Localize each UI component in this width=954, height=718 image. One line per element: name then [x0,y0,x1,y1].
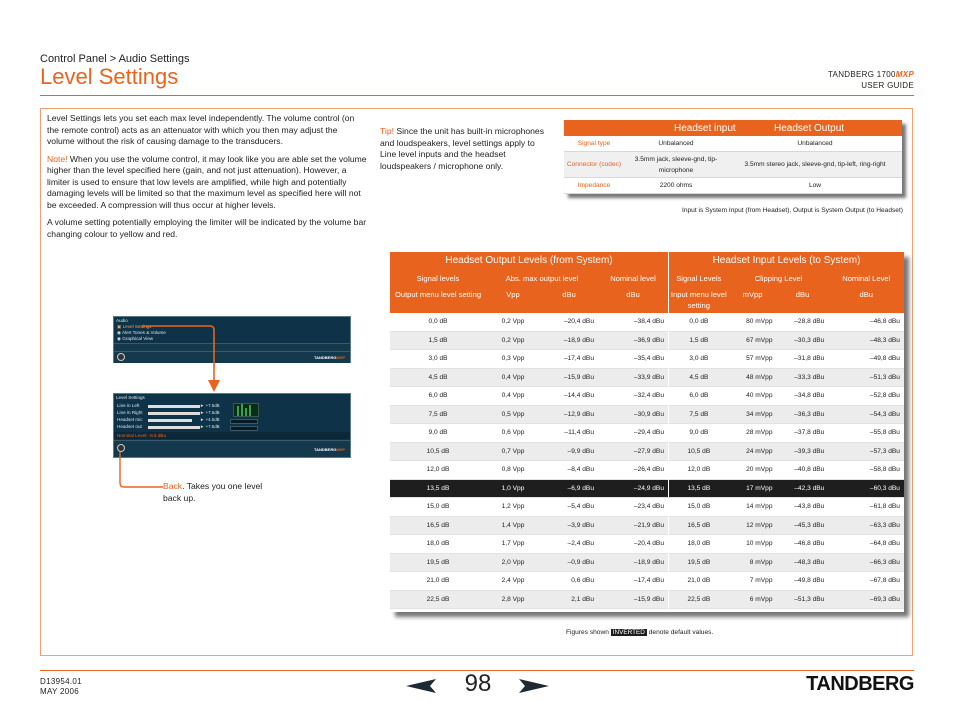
figures-note-after: denote default values. [646,629,714,636]
level-value: ► +7.5dB [200,410,220,415]
table-row [669,554,904,573]
table-row [669,332,904,351]
table-cell: –15,9 dBu [563,373,594,381]
tip-label: Tip! [380,126,395,136]
table-cell: 1,0 Vpp [501,484,525,492]
table-cell: –33,3 dBu [794,373,825,381]
col-clipping [729,273,829,313]
level-slider[interactable] [148,412,200,415]
table-cell: 57 mVpp [746,355,773,363]
flow-arrow [140,320,230,400]
col-input-signal-levels [669,273,729,313]
table-row [564,152,902,178]
table-row [390,332,668,351]
table-cell: –64,8 dBu [869,540,900,548]
table-cell: 2,1 dBu [571,595,594,603]
level-item-label: Line in Left [117,403,140,408]
table-row [390,535,668,554]
col-input-nominal [829,273,904,313]
output-cell: 3.5mm stereo jack, sleeve-gnd, tip-left, ring-right [744,161,886,168]
note-text: When you use the volume control, it may look like you are able set the volume higher than the level specified here (gain, and not just attenuation). However, a limiter is used to ensure that low levels are amplified, while high and potentially damaging levels will be limited so that the maximum level as specified here will not be exceeded. A compression will thus occur at higher levels. [47,153,367,210]
table-cell: 24 mVpp [746,447,773,455]
level-tables [390,252,904,612]
table-cell: 6 mVpp [749,595,773,603]
table-cell: 0,6 Vpp [501,429,525,437]
intro-paragraph-2 [47,154,367,212]
table-cell: 17 mVpp [746,484,773,492]
table-row [390,591,668,610]
figures-note-before: Figures shown [566,629,611,636]
col-abs-max [486,273,598,313]
table-cell: –30,3 dBu [794,336,825,344]
clipping-header: Clipping Level [754,274,803,283]
headset-input-header: Headset input [674,122,736,134]
table-cell: 7 mVpp [749,577,773,585]
meter-bar [249,405,251,416]
table-row [669,461,904,480]
output-levels-table [390,252,668,609]
table-cell: 13,5 dB [426,484,450,492]
table-cell: 1,5 dB [689,336,709,344]
level-value: ► +7.5dB [200,424,220,429]
table-cell: –27,9 dBu [633,447,664,455]
table-cell: 2,0 Vpp [501,558,525,566]
table-cell: –45,3 dBu [794,521,825,529]
table-cell: –48,3 dBu [794,558,825,566]
output-levels-header [390,269,668,313]
level-box [230,426,258,431]
product-name: TANDBERG 1700 [827,70,896,79]
row-label: Connector (codec) [566,161,622,168]
headset-table-header [564,120,902,136]
table-cell: 2,4 Vpp [501,577,525,585]
table-row [564,136,902,152]
table-cell: –46,8 dBu [869,318,900,326]
abs-max-header: Abs. max output level [505,274,579,283]
table-row [390,387,668,406]
level-item-headset-out[interactable] [117,424,142,429]
row-label: Signal type [577,140,611,147]
product-label [828,69,914,91]
table-cell: –36,3 dBu [794,410,825,418]
table-row [390,406,668,425]
level-slider[interactable] [148,405,200,408]
table-cell: –42,3 dBu [794,484,825,492]
table-cell: 13,5 dB [687,484,711,492]
table-cell: 10,5 dB [426,447,450,455]
table-cell: 7,5 dB [689,410,709,418]
level-item-line-right[interactable] [117,410,143,415]
level-item-headset-mic[interactable] [117,417,143,422]
screen-logo-text: TANDBERG [313,355,337,360]
table-cell: –60,3 dBu [869,484,900,492]
table-row [669,498,904,517]
tandberg-logo: TANDBERG [806,673,914,695]
table-cell: 22,5 dB [426,595,450,603]
table-row [390,572,668,591]
intro-paragraph-1: Level Settings lets you set each max level independently. The volume control (on the remote control) acts as an attenuator with which you then may adjust the volume without the risk of causing damage to the transducers. [47,113,355,146]
table-cell: –30,9 dBu [633,410,664,418]
menu-item-level-settings[interactable]: ▣ Level Settings [117,324,152,329]
table-row [669,572,904,591]
input-levels-title: Headset Input Levels (to System) [669,252,904,269]
table-cell: –18,9 dBu [633,558,664,566]
table-cell: –34,8 dBu [794,392,825,400]
table-cell: –5,4 dBu [567,503,594,511]
table-cell: –35,4 dBu [633,355,664,363]
header-divider [40,95,914,96]
table-cell: 20 mVpp [746,466,773,474]
table-row [390,443,668,462]
doc-date: MAY 2006 [40,687,80,696]
table-cell: –26,4 dBu [633,466,664,474]
table-cell: –14,4 dBu [563,392,594,400]
output-levels-body [390,313,668,609]
table-cell: 8 mVpp [749,558,773,566]
table-cell: –51,3 dBu [869,373,900,381]
screen-logo-text: TANDBERG [313,447,337,452]
table-row [390,369,668,388]
table-cell: 28 mVpp [746,429,773,437]
table-cell: –24,9 dBu [633,484,664,492]
headset-table-note: Input is System Input (from Headset), Output is System Output (to Headset) [682,207,903,214]
table-cell: 14 mVpp [746,503,773,511]
input-levels-body [669,313,904,609]
screen-logo [314,355,345,360]
table-cell: 34 mVpp [746,410,773,418]
table-cell: –69,3 dBu [869,595,900,603]
table-cell: 40 mVpp [746,392,773,400]
table-cell: 3,0 dB [428,355,448,363]
table-cell: 9,0 dB [428,429,448,437]
back-label: Back [163,481,183,491]
breadcrumb[interactable]: Control Panel > Audio Settings [40,53,190,65]
level-value: ► +4.5dB [200,417,220,422]
table-cell: 12 mVpp [746,521,773,529]
output-levels-title: Headset Output Levels (from System) [390,252,668,269]
table-cell: –55,8 dBu [869,429,900,437]
back-caption [163,481,273,504]
table-cell: –66,3 dBu [869,558,900,566]
guide-label: USER GUIDE [861,81,914,90]
table-cell: –67,8 dBu [869,577,900,585]
table-cell: 0,2 Vpp [501,318,525,326]
table-cell: –23,4 dBu [633,503,664,511]
table-row [390,461,668,480]
back-icon[interactable] [117,353,125,361]
table-cell: 1,7 Vpp [501,540,525,548]
headset-spec-table [564,120,902,194]
table-cell: 1,4 Vpp [501,521,525,529]
back-text: . Takes you one level back up. [163,481,263,503]
col-signal-levels [390,273,486,313]
page-title: Level Settings [40,64,179,89]
input-nominal-dbu-header: dBu [859,290,874,299]
table-cell: 10 mVpp [746,540,773,548]
table-cell: 19,5 dB [687,558,711,566]
input-cell: Unbalanced [658,140,694,147]
table-cell: 9,0 dB [689,429,709,437]
table-row [390,313,668,332]
intro-paragraph-3: A volume setting potentially employing the limiter will be indicated by the volume bar changing colour to yellow and red. [47,217,367,239]
mvpp-header: mVpp [742,290,763,299]
table-cell: 16,5 dB [426,521,450,529]
table-row [564,178,902,194]
table-cell: –15,9 dBu [633,595,664,603]
table-cell: 10,5 dB [687,447,711,455]
table-cell: –37,8 dBu [794,429,825,437]
table-cell: 18,0 dB [426,540,450,548]
output-cell: Unbalanced [797,140,833,147]
table-cell: –29,4 dBu [633,429,664,437]
signal-levels-header: Signal levels [416,274,460,283]
level-box [230,419,258,424]
table-cell: –20,4 dBu [563,318,594,326]
tip-body: Since the unit has built-in microphones and loudspeakers, level settings apply to Line level inputs and the headset loudspeakers / microphone only. [380,126,545,171]
table-row [669,480,904,499]
table-cell: –49,8 dBu [794,577,825,585]
table-cell: –40,8 dBu [794,466,825,474]
headset-output-header: Headset Output [774,122,845,134]
table-cell: –32,4 dBu [633,392,664,400]
table-cell: 6,0 dB [689,392,709,400]
table-cell: 18,0 dB [687,540,711,548]
table-row [669,424,904,443]
table-cell: –43,8 dBu [794,503,825,511]
menu-item-graphical-view[interactable]: ◉ Graphical View [117,336,154,341]
table-cell: –6,9 dBu [567,484,594,492]
table-cell: 4,5 dB [428,373,448,381]
table-cell: 12,0 dB [426,466,450,474]
table-cell: –51,3 dBu [794,595,825,603]
intro-text [47,113,367,246]
output-cell: Low [808,182,822,189]
input-levels-header [669,269,904,313]
table-cell: –58,8 dBu [869,466,900,474]
meter-bar [237,406,239,416]
table-cell: –33,9 dBu [633,373,664,381]
table-cell: –46,8 dBu [794,540,825,548]
table-cell: 21,0 dB [687,577,711,585]
tip-text [380,126,550,172]
level-value: ► +7.5dB [200,403,220,408]
table-cell: –54,3 dBu [869,410,900,418]
table-cell: 0,3 Vpp [501,355,525,363]
menu-item-label: Level Settings [122,324,152,329]
menu-item-alert-tones[interactable]: ◉ Alert Tones & Volume [117,330,166,335]
table-cell: 6,0 dB [428,392,448,400]
table-cell: –21,9 dBu [633,521,664,529]
table-cell: 0,5 Vpp [501,410,525,418]
doc-number: D13954.01 [40,677,82,686]
table-cell: 3,0 dB [689,355,709,363]
table-row [669,535,904,554]
table-cell: 0,8 Vpp [501,466,525,474]
table-row [669,443,904,462]
table-cell: 80 mVpp [746,318,773,326]
table-cell: –3,9 dBu [567,521,594,529]
input-dbu-header: dBu [795,290,810,299]
table-cell: –9,9 dBu [567,447,594,455]
table-row [390,498,668,517]
table-cell: –48,3 dBu [869,336,900,344]
level-settings-screenshot [113,393,351,458]
table-cell: –49,8 dBu [869,355,900,363]
table-row [390,350,668,369]
output-menu-header: Output menu level setting [394,290,482,299]
input-cell: 2200 ohms [659,182,693,189]
screen-logo-suffix: MXP [336,447,345,452]
vu-meter [233,403,259,417]
table-cell: –52,8 dBu [869,392,900,400]
table-cell: –36,9 dBu [633,336,664,344]
table-cell: 19,5 dB [426,558,450,566]
table-cell: 12,0 dB [687,466,711,474]
level-item-line-left[interactable] [117,403,139,408]
inverted-badge: INVERTED [612,629,645,636]
table-cell: 48 mVpp [746,373,773,381]
input-levels-table [668,252,904,609]
table-cell: –31,8 dBu [794,355,825,363]
table-cell: 0,0 dB [428,318,448,326]
level-item-label: Headset out [117,424,142,429]
table-row [669,369,904,388]
table-cell: 4,5 dB [689,373,709,381]
table-cell: –57,3 dBu [869,447,900,455]
input-signal-levels-header: Signal Levels [676,274,722,283]
table-row [669,350,904,369]
page-number: 98 [464,670,492,697]
col-nominal [598,273,668,313]
table-cell: –17,4 dBu [633,577,664,585]
screenshot-title: Level Settings [116,395,145,400]
input-cell: 3.5mm jack, sleeve-gnd, tip-microphone [634,155,718,174]
table-cell: 0,4 Vpp [501,373,525,381]
table-cell: 7,5 dB [428,410,448,418]
table-cell: –0,9 dBu [567,558,594,566]
input-nominal-header: Nominal Level [842,274,891,283]
table-cell: 0,6 dBu [571,577,594,585]
table-row [390,424,668,443]
nominal-dbu-header: dBu [626,290,640,299]
table-cell: –8,4 dBu [567,466,594,474]
table-row [669,406,904,425]
back-callout-line [115,452,165,492]
screen-logo [314,447,345,452]
figures-note [566,629,713,636]
table-row [669,517,904,536]
nominal-level-warning: Nominal Level: -8.5 dBu [114,432,350,439]
note-label: Note! [47,153,68,164]
row-label: Impedance [577,182,611,189]
table-cell: 15,0 dB [426,503,450,511]
table-cell: 0,2 Vpp [501,336,525,344]
next-page-icon[interactable] [519,679,549,693]
screen-logo-suffix: MXP [336,355,345,360]
table-cell: –61,8 dBu [869,503,900,511]
table-cell: –38,4 dBu [633,318,664,326]
level-item-label: Headset mic [117,417,143,422]
table-cell: –17,4 dBu [563,355,594,363]
level-item-label: Line in Right [117,410,143,415]
table-cell: 15,0 dB [687,503,711,511]
level-slider[interactable] [148,419,192,422]
table-cell: 2,8 Vpp [501,595,525,603]
table-cell: –39,3 dBu [794,447,825,455]
clipping-subheaders [729,289,829,300]
table-cell: 0,7 Vpp [501,447,525,455]
nominal-header: Nominal level [610,274,656,283]
product-suffix: MXP [895,70,914,79]
table-cell: –11,4 dBu [564,429,594,437]
table-cell: 22,5 dB [687,595,711,603]
meter-bar [241,404,243,416]
table-cell: 0,4 Vpp [501,392,525,400]
table-row [390,480,668,499]
table-cell: –2,4 dBu [567,540,594,548]
abs-max-subheaders [486,289,598,300]
meter-bar [245,408,247,416]
input-menu-header: Input menu level setting [670,290,727,310]
table-cell: 1,5 dB [428,336,448,344]
table-cell: 67 mVpp [746,336,773,344]
table-cell: –12,9 dBu [563,410,594,418]
dbu-header: dBu [562,290,576,299]
table-row [669,313,904,332]
table-cell: –28,8 dBu [794,318,825,326]
menu-item-label: Graphical View [122,336,154,341]
table-row [390,517,668,536]
table-cell: –18,9 dBu [563,336,594,344]
level-slider[interactable] [148,426,200,429]
vpp-header: Vpp [506,290,520,299]
table-cell: –63,3 dBu [869,521,900,529]
back-icon[interactable] [117,444,125,452]
table-cell: 21,0 dB [426,577,450,585]
table-cell: 16,5 dB [687,521,711,529]
menu-item-label: Alert Tones & Volume [122,330,166,335]
table-row [390,554,668,573]
doc-info [40,677,82,697]
table-row [669,387,904,406]
table-row [669,591,904,610]
table-cell: 1,2 Vpp [501,503,525,511]
table-cell: –20,4 dBu [633,540,664,548]
screenshot-title: Audio [116,318,128,323]
table-cell: 0,0 dB [689,318,709,326]
previous-page-icon[interactable] [406,679,436,693]
